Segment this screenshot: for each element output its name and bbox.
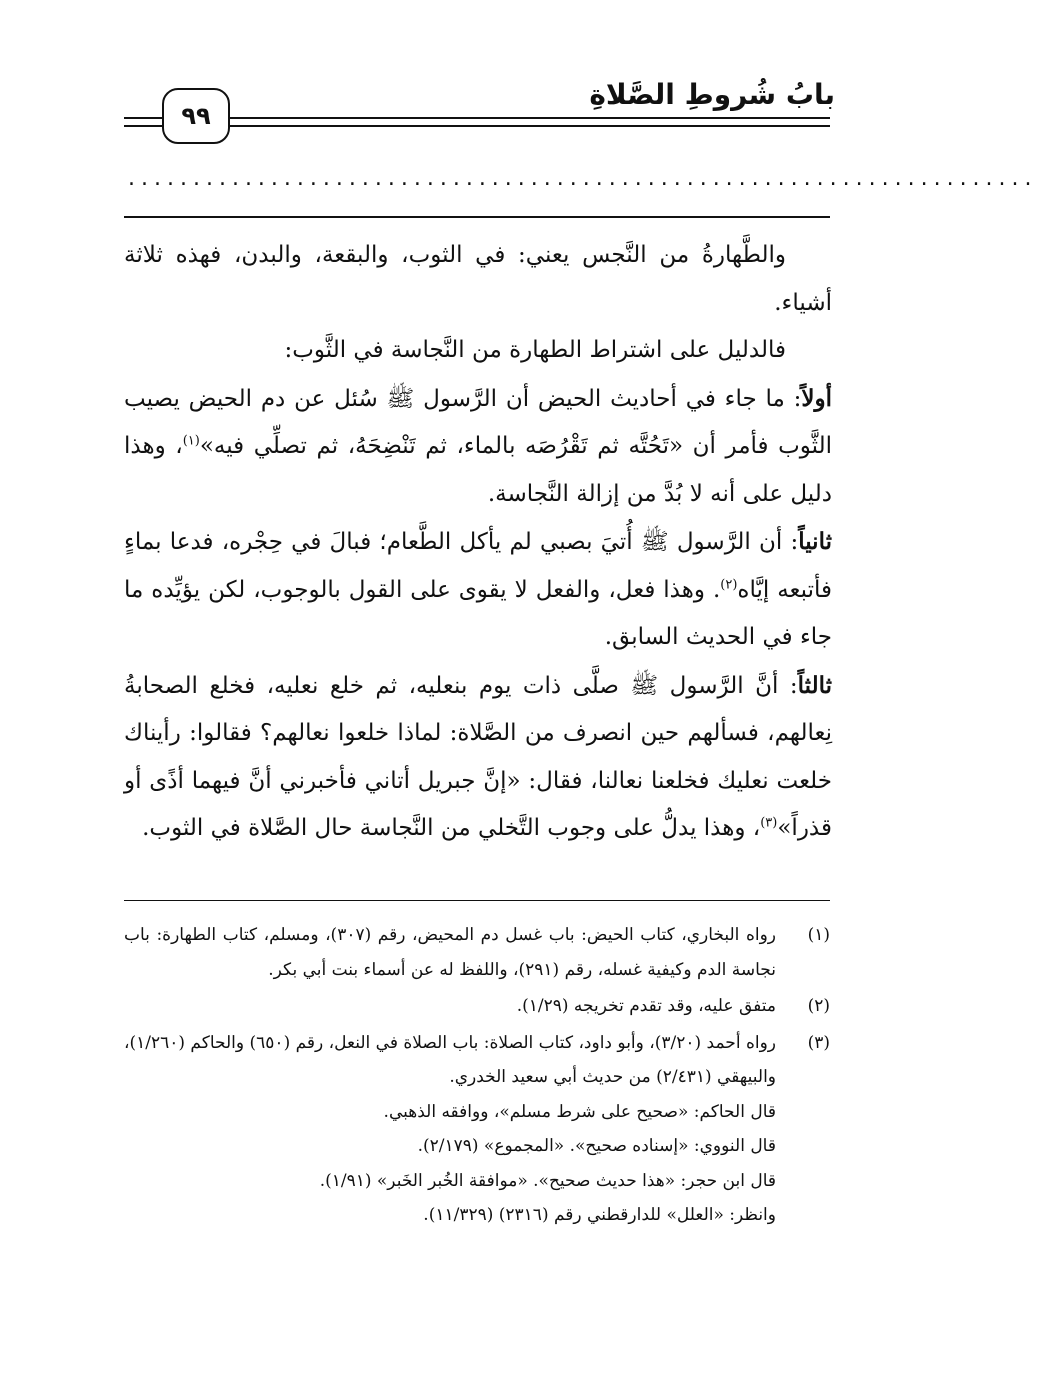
page-number-badge <box>162 88 230 144</box>
footnote-2-line-1: متفق عليه، وقد تقدم تخريجه (١/٢٩). <box>516 996 776 1016</box>
lead-second: ثانياً <box>798 528 832 555</box>
header-rule-right-top <box>228 117 830 119</box>
paragraph-intro-text: والطَّهارةُ من النَّجس يعني: في الثوب، والبقعة، والبدن، فهذه ثلاثة أشياء. <box>124 242 832 316</box>
footnote-2-text <box>124 989 776 1024</box>
footnote-1-text <box>124 918 776 987</box>
paragraph-second <box>124 518 832 662</box>
paragraph-evidence-heading <box>124 327 832 375</box>
footnote-2 <box>124 989 830 1024</box>
footnote-ref-3[interactable]: (٣) <box>760 815 778 831</box>
paragraph-third-text-a: : أنَّ الرَّسول ﷺ صلَّى ذات يوم بنعليه، ثم خلع نعليه، فخلع الصحابةُ نِعالهم، فسألهم حين انصرف من الصَّلاة: لماذا خلعوا نعالهم؟ فقالوا: رأيناك خلعت نعليك فخلعنا نعالنا، فقال: «إنَّ جبريل أتاني فأخبرني أنَّ فيهما أذًى أو قذراً» <box>124 672 833 841</box>
footnote-3 <box>124 1026 830 1233</box>
footnote-3-text <box>124 1026 776 1233</box>
lead-first: أولاً <box>801 384 832 412</box>
content-top-rule <box>124 216 830 218</box>
dotted-separator: ...................................................................... <box>128 166 1038 191</box>
footnote-rule <box>124 900 830 901</box>
footnote-1 <box>124 918 830 987</box>
paragraph-second-text-a: : أن الرَّسول ﷺ أُتيَ بصبي لم يأكل الطَّعام؛ فبالَ في حِجْره، فدعا بماءٍ فأتبعه إيَّاه <box>124 529 832 603</box>
chapter-title: بابُ شُروطِ الصَّلاةِ <box>589 78 835 111</box>
paragraph-second-text-b: . وهذا فعل، والفعل لا يقوى على القول بالوجوب، لكن يؤيِّده ما جاء في الحديث السابق. <box>124 576 832 650</box>
footnote-1-line-1: رواه البخاري، كتاب الحيض: باب غسل دم المحيض، رقم (٣٠٧)، ومسلم، كتاب الطهارة: باب نجاسة الدم وكيفية غسله، رقم (٢٩١)، واللفظ له عن أسماء بنت أبي بكر. <box>124 925 776 980</box>
paragraph-first-text-a: : ما جاء في أحاديث الحيض أن الرَّسول ﷺ سُئل عن دم الحيض يصيب الثَّوب فأمر أن «تَحُتَّه ثم تَقْرُصَه بالماء، ثم تَنْضِحَهُ، ثم تصلِّي فيه» <box>124 385 832 459</box>
footnote-3-line-2: قال الحاكم: «صحيح على شرط مسلم»، ووافقه الذهبي. <box>383 1101 776 1122</box>
page-number: ٩٩ <box>181 102 211 130</box>
paragraph-intro <box>124 232 832 327</box>
paragraph-first-text-b: ، وهذا دليل على أنه لا بُدَّ من إزالة النَّجاسة. <box>124 433 832 507</box>
footnotes <box>124 918 830 1235</box>
footnote-3-line-1: رواه أحمد (٣/٢٠)، وأبو داود، كتاب الصلاة: باب الصلاة في النعل، رقم (٦٥٠) والحاكم (١/٢٦٠)، والبيهقي (٢/٤٣١) من حديث أبي سعيد الخدري. <box>124 1032 776 1087</box>
footnote-3-line-3: قال النووي: «إسناده صحيح». «المجموع» (٢/١٧٩). <box>417 1136 776 1156</box>
header-rule-left-bottom <box>124 125 162 127</box>
footnote-2-number: (٢) <box>807 996 830 1016</box>
paragraph-first <box>124 375 832 519</box>
footnote-ref-2[interactable]: (٢) <box>720 576 738 592</box>
footnote-ref-1[interactable]: (١) <box>182 433 200 449</box>
paragraph-third <box>124 662 832 853</box>
main-text <box>124 232 832 853</box>
header-rule-right-bottom <box>228 125 830 127</box>
footnote-1-number: (١) <box>807 925 830 945</box>
footnote-3-number: (٣) <box>807 1032 830 1053</box>
footnote-3-line-5: وانظر: «العلل» للدارقطني رقم (٢٣١٦) (١١/٣٢٩). <box>423 1205 776 1225</box>
header-rule-left-top <box>124 117 162 119</box>
footnote-3-line-4: قال ابن حجر: «هذا حديث صحيح». «موافقة الخُبر الخَبر» (١/٩١). <box>319 1170 776 1191</box>
lead-third: ثالثاً <box>797 671 832 699</box>
paragraph-third-text-b: ، وهذا يدلُّ على وجوب التَّخلي من النَّجاسة حال الصَّلاة في الثوب. <box>142 815 761 841</box>
paragraph-evidence-heading-text: فالدليل على اشتراط الطهارة من النَّجاسة في الثَّوب: <box>284 337 786 363</box>
